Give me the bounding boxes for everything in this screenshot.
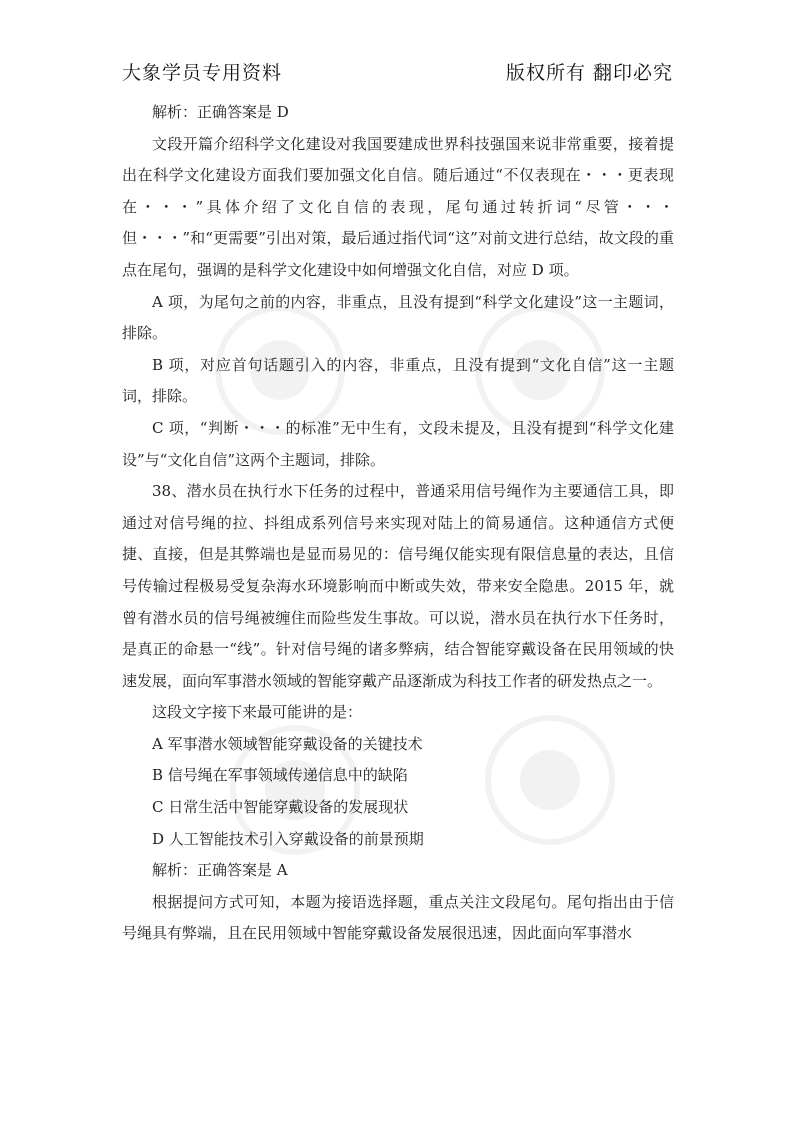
answer-option: A 军事潜水领域智能穿戴设备的关键技术 [152, 734, 423, 753]
header-right-copyright: 版权所有 翻印必究 [505, 62, 673, 84]
answer-option: D 人工智能技术引入穿戴设备的前景预期 [152, 829, 424, 848]
answer-label: 解析：正确答案是 A [152, 861, 288, 880]
answer-option: C 日常生活中智能穿戴设备的发展现状 [152, 798, 409, 817]
body-paragraph: 这段文字接下来最可能讲的是： [152, 703, 363, 722]
body-paragraph: 文段开篇介绍科学文化建设对我国要建成世界科技强国来说非常重要，接着提出在科学文化建设方面我们要加强文化自信。随后通过“不仅表现在・・・更表现在・・・”具体介绍了文化自信的表现，尾句通过转折词“尽管・・・但・・・”和“更需要”引出对策，最后通过指代词“这”对前文进行总结，故文段的重点在尾句，强调的是科学文化建设中如何增强文化自信，对应 D 项。 [122, 134, 674, 279]
body-paragraph: C 项，“判断・・・的标准”无中生有，文段未提及，且没有提到“科学文化建设”与“文化自信”这两个主题词，排除。 [122, 418, 674, 469]
body-paragraph: A 项，为尾句之前的内容，非重点，且没有提到“科学文化建设”这一主题词，排除。 [122, 292, 674, 343]
answer-label: 解析：正确答案是 D [152, 103, 289, 121]
document-body [122, 97, 674, 950]
body-paragraph: 38、潜水员在执行水下任务的过程中，普通采用信号绳作为主要通信工具，即通过对信号绳的拉、抖组成系列信号来实现对陆上的简易通信。这种通信方式便捷、直接，但是其弊端也是显而易见的：信号绳仅能实现有限信息量的表达，且信号传输过程极易受复杂海水环境影响而中断或失效，带来安全隐患。2015 年，就曾有潜水员的信号绳被缠住而险些发生事故。可以说，潜水员在执行水下任务时，是真正的命悬一“线”。针对信号绳的诸多弊病，结合智能穿戴设备在民用领域的快速发展，面向军事潜水领域的智能穿戴产品逐渐成为科技工作者的研发热点之一。 [122, 482, 674, 690]
answer-option: B 信号绳在军事领域传递信息中的缺陷 [152, 766, 408, 785]
body-paragraph: 根据提问方式可知，本题为接语选择题，重点关注文段尾句。尾句指出由于信号绳具有弊端，且在民用领域中智能穿戴设备发展很迅速，因此面向军事潜水 [122, 892, 674, 943]
body-paragraph: B 项，对应首句话题引入的内容，非重点，且没有提到“文化自信”这一主题词，排除。 [122, 355, 674, 406]
header-left-title: 大象学员专用资料 [122, 62, 283, 84]
